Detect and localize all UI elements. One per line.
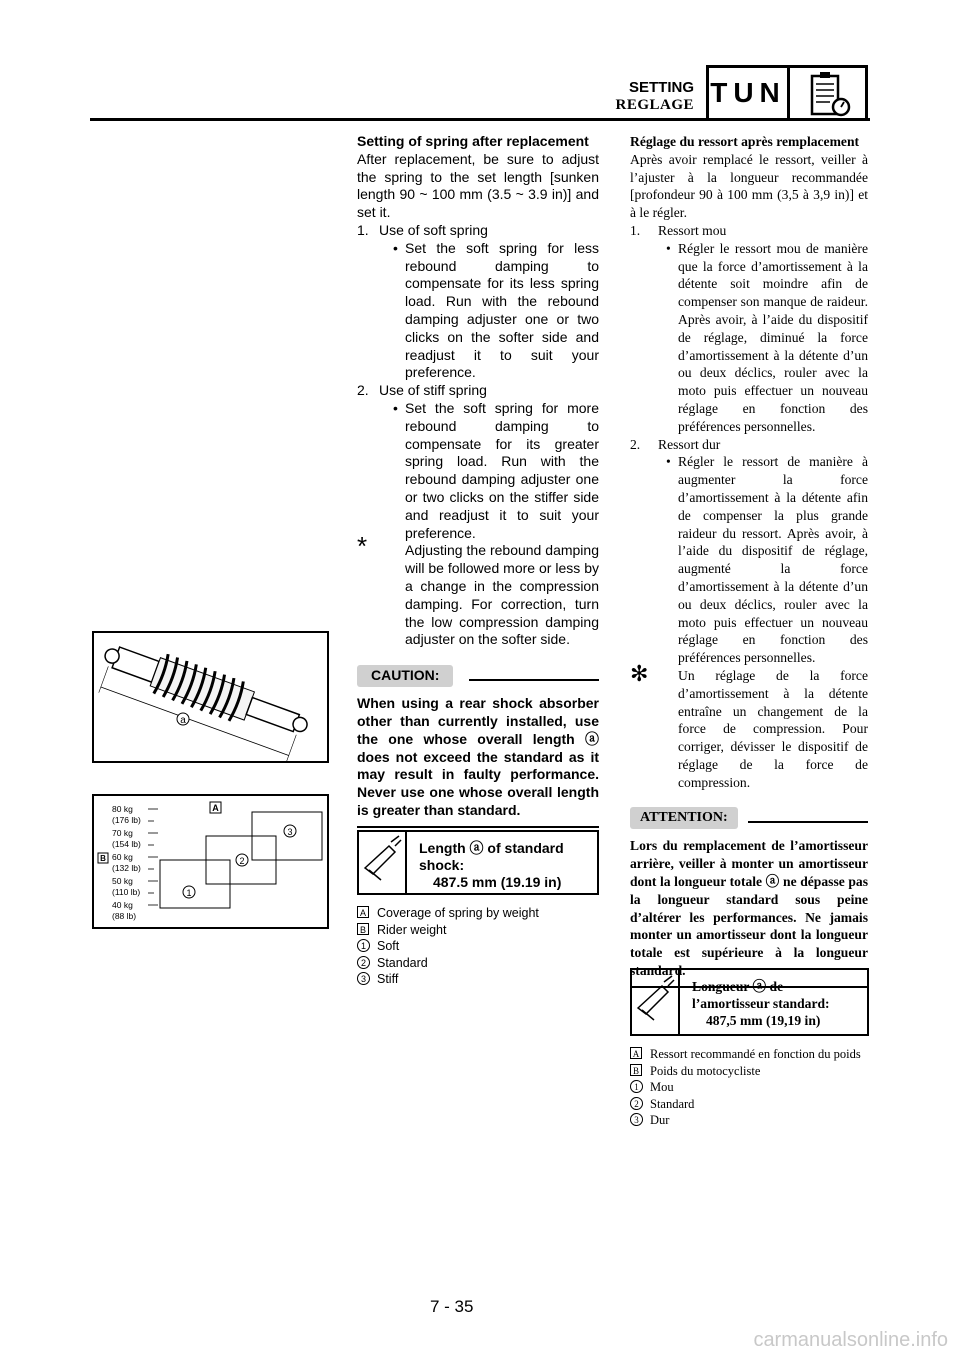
legend-key: 1 bbox=[630, 1080, 643, 1093]
english-spec-box bbox=[357, 830, 599, 895]
english-caution-header bbox=[357, 665, 599, 689]
english-item-2-number: 2. bbox=[357, 382, 369, 399]
bullet-icon: • bbox=[666, 454, 671, 470]
legend-text: Dur bbox=[650, 1113, 670, 1127]
legend-item bbox=[357, 938, 599, 955]
english-column bbox=[357, 133, 599, 828]
french-item-1-text: Régler le ressort mou de manière que la force d’amortissement à la détente soit moindre afin de compenser son manque de raideur. Après avoir, à l’aide du dispositif de réglage, diminué la force d’amortissement à la détente d’un ou deux déclics, rouler avec la moto puis effectuer un nouveau réglage en fonction des préférences personnelles. bbox=[678, 240, 868, 434]
english-item-1-text: Set the soft spring for less rebound damping to compensate for its less spring load. Run with the rebound damping adjuster one or two clicks on the softer side and readjust it to suit your preference. bbox=[405, 239, 599, 381]
weight-label-80kg: 80 kg bbox=[112, 804, 133, 814]
weight-label-176lb: (176 lb) bbox=[112, 815, 141, 825]
legend-item bbox=[357, 955, 599, 972]
english-note-text: Adjusting the rebound damping will be followed more or less by a change in the compression damping. For correction, turn the low compression damping adjuster on the softer side. bbox=[405, 542, 599, 648]
spring-weight-chart bbox=[94, 796, 327, 927]
header-rule bbox=[90, 118, 870, 121]
legend-key: 3 bbox=[357, 972, 370, 985]
legend-text: Soft bbox=[377, 939, 400, 953]
page-number: 7 - 35 bbox=[430, 1297, 474, 1316]
legend-text: Rider weight bbox=[377, 922, 447, 937]
weight-label-88lb: (88 lb) bbox=[112, 911, 137, 921]
caution-line bbox=[469, 679, 599, 681]
bullet-icon: • bbox=[666, 240, 671, 256]
header-subtitle: REGLAGE bbox=[615, 97, 694, 113]
stiff-box-label: 3 bbox=[287, 827, 293, 837]
legend-item bbox=[630, 1063, 868, 1080]
french-note bbox=[630, 660, 868, 792]
legend-key: A bbox=[357, 906, 369, 918]
english-heading: Setting of spring after replacement bbox=[357, 133, 589, 149]
spec-icon-cell bbox=[359, 832, 407, 893]
french-spec-value: 487,5 mm (19,19 in) bbox=[706, 1013, 821, 1028]
french-caution-header bbox=[630, 807, 868, 831]
bullet-icon: • bbox=[393, 239, 398, 256]
weight-label-40kg: 40 kg bbox=[112, 900, 133, 910]
standard-box-label: 2 bbox=[239, 856, 245, 866]
english-spec-line1: Length ⓐ of standard bbox=[419, 840, 564, 856]
french-intro: Après avoir remplacé le ressort, veiller à l’ajuster à la longueur recommandée [profondeur 90 à 100 mm (3,5 à 3,9 in)] et à le régler. bbox=[630, 151, 868, 221]
legend-item bbox=[630, 1096, 868, 1113]
legend-text: Poids du motocycliste bbox=[650, 1063, 761, 1078]
english-spec-line2: shock: bbox=[419, 857, 465, 873]
legend-key: 2 bbox=[357, 956, 370, 969]
caliper-icon bbox=[359, 832, 403, 893]
clipboard-stopwatch-icon bbox=[790, 68, 865, 121]
english-intro: After replacement, be sure to adjust the spring to the set length [sunken length 90 ~ 100 mm (3.5 ~ 3.9 in)] and set it. bbox=[357, 150, 599, 221]
french-caution-text: Lors du remplacement de l’amortisseur arrière, veiller à monter un amortisseur dont la longueur totale ⓐ ne dépasse pas la longueur standard sous peine d’altérer les performances. Ne jamais monter un amortisseur dont la longueur totale est supérieure à la longueur standard. bbox=[630, 838, 868, 979]
attention-label: ATTENTION: bbox=[630, 807, 738, 829]
french-item-2-text: Régler le ressort de manière à augmenter la force d’amortissement à la détente afin de compenser la plus grande raideur du ressort. Après avoir, à l’aide du dispositif de réglage, augmenté la force d’amortissement à la détente d’un ou deux déclics, rouler avec la moto puis effectuer un nouveau réglage en fonction des préférences personnelles. bbox=[678, 454, 868, 666]
english-item-2 bbox=[357, 382, 599, 400]
french-item-2-number: 2. bbox=[630, 436, 641, 452]
spec-icon-cell bbox=[632, 970, 680, 1034]
legend-text: Standard bbox=[377, 955, 428, 970]
header-title: SETTING bbox=[628, 79, 694, 96]
legend-text: Mou bbox=[650, 1080, 674, 1094]
french-item-2-title: Ressort dur bbox=[658, 436, 721, 452]
french-legend bbox=[630, 1046, 868, 1129]
legend-item bbox=[630, 1079, 868, 1096]
legend-text: Standard bbox=[650, 1096, 695, 1111]
asterisk-note-icon: ✻ bbox=[630, 660, 649, 686]
legend-item bbox=[357, 922, 599, 939]
weight-label-110lb: (110 lb) bbox=[112, 887, 141, 897]
shock-absorber-figure bbox=[92, 631, 329, 763]
french-item-1-title: Ressort mou bbox=[658, 222, 727, 238]
caution-end-rule bbox=[357, 826, 599, 828]
french-item-1 bbox=[630, 222, 868, 240]
shock-absorber-illustration bbox=[94, 633, 327, 761]
watermark: carmanualsonline.info bbox=[753, 1329, 948, 1351]
english-item-2-bullet bbox=[357, 400, 599, 542]
french-item-1-bullet bbox=[630, 240, 868, 436]
english-item-2-title: Use of stiff spring bbox=[379, 382, 487, 399]
french-column bbox=[630, 133, 868, 988]
french-item-1-number: 1. bbox=[630, 222, 641, 238]
asterisk-note-icon: * bbox=[357, 531, 368, 562]
figure-label-a: A bbox=[212, 803, 219, 813]
legend-key: B bbox=[630, 1064, 642, 1076]
english-item-1 bbox=[357, 222, 599, 240]
spring-weight-figure bbox=[92, 794, 329, 929]
legend-key: 3 bbox=[630, 1113, 643, 1126]
caution-line bbox=[748, 821, 868, 823]
french-item-2-bullet bbox=[630, 453, 868, 667]
legend-item bbox=[630, 1112, 868, 1129]
english-spec-value: 487.5 mm (19.19 in) bbox=[433, 874, 562, 890]
weight-label-50kg: 50 kg bbox=[112, 876, 133, 886]
caution-label: CAUTION: bbox=[357, 665, 453, 687]
french-spec-line2: l’amortisseur standard: bbox=[692, 996, 830, 1011]
legend-item bbox=[357, 971, 599, 988]
english-item-1-number: 1. bbox=[357, 221, 369, 238]
legend-text: Coverage of spring by weight bbox=[377, 906, 539, 920]
caliper-icon bbox=[632, 970, 676, 1034]
legend-key: B bbox=[357, 923, 369, 935]
legend-item bbox=[630, 1046, 868, 1063]
french-note-text: Un réglage de la force d’amortissement à la détente entraîne un changement de la force de compression. Pour corriger, dévisser le dispositif de réglage de la force de compression. bbox=[678, 667, 868, 790]
soft-box-label: 1 bbox=[186, 888, 192, 898]
legend-text: Stiff bbox=[377, 972, 399, 986]
english-spec-text bbox=[419, 840, 564, 891]
legend-item bbox=[357, 905, 599, 922]
english-item-1-title: Use of soft spring bbox=[379, 221, 488, 238]
french-spec-box bbox=[630, 968, 869, 1036]
figure-label-b: B bbox=[100, 854, 106, 863]
french-spec-text bbox=[692, 978, 830, 1029]
tuning-icon-box bbox=[790, 65, 868, 121]
weight-label-60kg: 60 kg bbox=[112, 852, 133, 862]
bullet-icon: • bbox=[393, 399, 398, 416]
weight-label-132lb: (132 lb) bbox=[112, 863, 141, 873]
legend-key: 2 bbox=[630, 1097, 643, 1110]
english-item-1-bullet bbox=[357, 240, 599, 382]
english-caution-text: When using a rear shock absorber other than currently installed, use the one whose overall length ⓐ does not exceed the standard as it may result in faulty performance. Never use one whose overall length is greater than standard. bbox=[357, 695, 599, 818]
french-spec-line1: Longueur ⓐ de bbox=[692, 979, 784, 994]
legend-text: Ressort recommandé en fonction du poids bbox=[650, 1047, 861, 1061]
english-note bbox=[357, 531, 599, 649]
french-item-2 bbox=[630, 436, 868, 454]
english-legend bbox=[357, 905, 599, 988]
weight-label-154lb: (154 lb) bbox=[112, 839, 141, 849]
overall-length-callout: a bbox=[180, 715, 186, 726]
legend-key: 1 bbox=[357, 939, 370, 952]
weight-label-70kg: 70 kg bbox=[112, 828, 133, 838]
legend-key: A bbox=[630, 1047, 642, 1059]
english-item-2-text: Set the soft spring for more rebound damping to compensate for its greater spring load. Run with the rebound damping adjuster one or two clicks on the stiffer side and readjust it to suit your preference. bbox=[405, 399, 599, 541]
section-code: TUN bbox=[706, 65, 790, 121]
french-heading: Réglage du ressort après remplacement bbox=[630, 134, 860, 149]
